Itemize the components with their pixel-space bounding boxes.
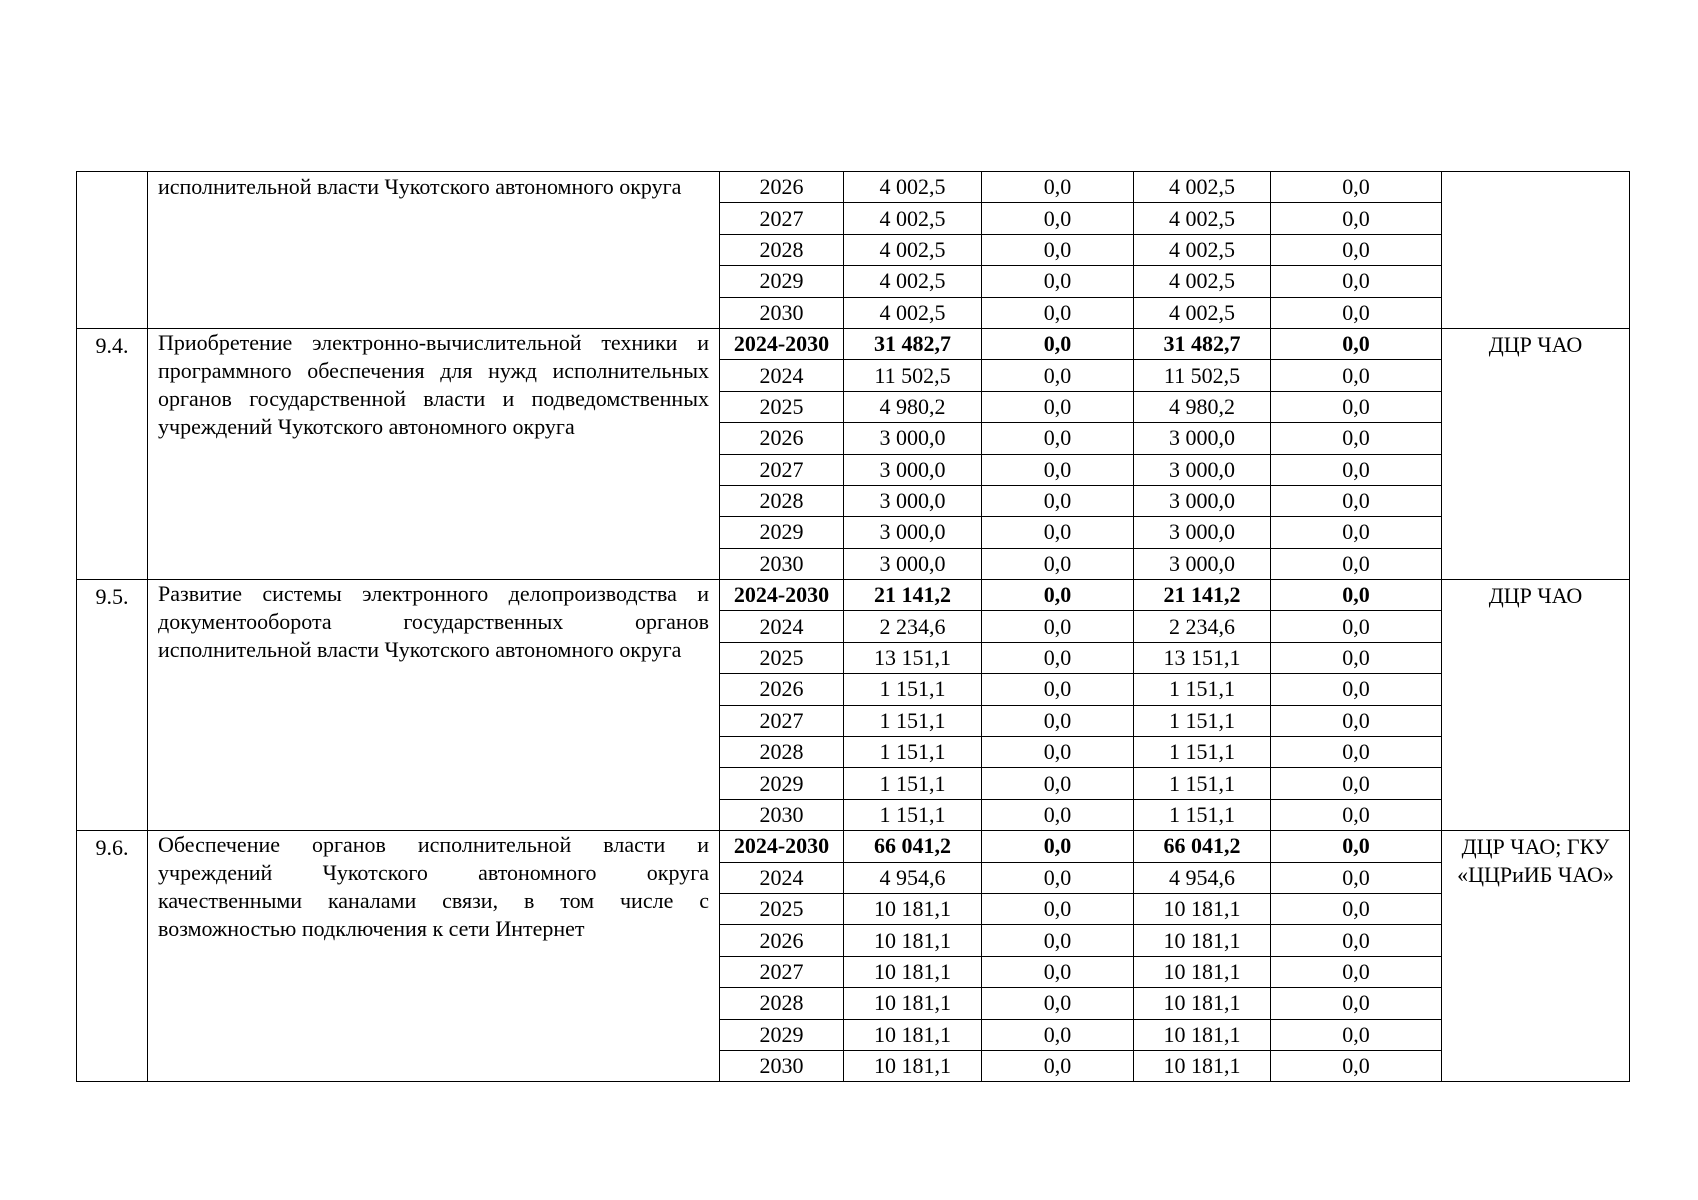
period-year-cell: 2024-2030 [720,831,844,862]
period-year-cell: 2030 [720,799,844,830]
other-sources-cell: 0,0 [1271,360,1442,391]
federal-budget-cell: 0,0 [982,611,1134,642]
total-amount-cell: 10 181,1 [844,988,982,1019]
total-amount-cell: 4 002,5 [844,234,982,265]
period-year-cell: 2030 [720,1050,844,1081]
other-sources-cell: 0,0 [1271,956,1442,987]
total-amount-cell: 3 000,0 [844,485,982,516]
total-amount-cell: 10 181,1 [844,1050,982,1081]
period-year-cell: 2026 [720,674,844,705]
federal-budget-cell: 0,0 [982,862,1134,893]
total-amount-cell: 10 181,1 [844,1019,982,1050]
period-year-cell: 2027 [720,203,844,234]
period-year-cell: 2025 [720,893,844,924]
regional-budget-cell: 4 002,5 [1134,234,1271,265]
period-year-cell: 2026 [720,172,844,203]
regional-budget-cell: 1 151,1 [1134,674,1271,705]
federal-budget-cell: 0,0 [982,234,1134,265]
other-sources-cell: 0,0 [1271,172,1442,203]
other-sources-cell: 0,0 [1271,266,1442,297]
period-year-cell: 2027 [720,705,844,736]
federal-budget-cell: 0,0 [982,705,1134,736]
total-amount-cell: 10 181,1 [844,956,982,987]
total-amount-cell: 3 000,0 [844,423,982,454]
activity-name-cell: Развитие системы электронного делопроизводства и документооборота государственных органов исполнительной власти Чукотского автономного округа [148,580,720,831]
regional-budget-cell: 3 000,0 [1134,454,1271,485]
row-number-cell [77,172,148,329]
program-funding-table [76,171,1630,1082]
total-amount-cell: 1 151,1 [844,674,982,705]
executor-cell [1442,172,1630,329]
period-year-cell: 2024 [720,360,844,391]
other-sources-cell: 0,0 [1271,297,1442,328]
period-year-cell: 2027 [720,956,844,987]
regional-budget-cell: 4 002,5 [1134,266,1271,297]
other-sources-cell: 0,0 [1271,234,1442,265]
total-amount-cell: 1 151,1 [844,768,982,799]
federal-budget-cell: 0,0 [982,517,1134,548]
regional-budget-cell: 10 181,1 [1134,1019,1271,1050]
federal-budget-cell: 0,0 [982,360,1134,391]
period-year-cell: 2028 [720,737,844,768]
federal-budget-cell: 0,0 [982,925,1134,956]
period-year-cell: 2026 [720,925,844,956]
row-number-cell: 9.6. [77,831,148,1082]
federal-budget-cell: 0,0 [982,391,1134,422]
federal-budget-cell: 0,0 [982,548,1134,579]
total-amount-cell: 4 954,6 [844,862,982,893]
total-amount-cell: 31 482,7 [844,328,982,359]
other-sources-cell: 0,0 [1271,454,1442,485]
regional-budget-cell: 1 151,1 [1134,705,1271,736]
total-amount-cell: 1 151,1 [844,737,982,768]
regional-budget-cell: 2 234,6 [1134,611,1271,642]
regional-budget-cell: 21 141,2 [1134,580,1271,611]
regional-budget-cell: 11 502,5 [1134,360,1271,391]
total-amount-cell: 11 502,5 [844,360,982,391]
period-year-cell: 2029 [720,1019,844,1050]
total-amount-cell: 21 141,2 [844,580,982,611]
federal-budget-cell: 0,0 [982,485,1134,516]
period-year-cell: 2025 [720,391,844,422]
regional-budget-cell: 1 151,1 [1134,737,1271,768]
total-amount-cell: 4 002,5 [844,297,982,328]
regional-budget-cell: 3 000,0 [1134,485,1271,516]
federal-budget-cell: 0,0 [982,1050,1134,1081]
period-year-cell: 2029 [720,266,844,297]
other-sources-cell: 0,0 [1271,768,1442,799]
period-year-cell: 2029 [720,768,844,799]
activity-name-cell: исполнительной власти Чукотского автономного округа [148,172,720,329]
total-amount-cell: 66 041,2 [844,831,982,862]
other-sources-cell: 0,0 [1271,925,1442,956]
federal-budget-cell: 0,0 [982,1019,1134,1050]
total-amount-cell: 4 002,5 [844,172,982,203]
regional-budget-cell: 3 000,0 [1134,517,1271,548]
other-sources-cell: 0,0 [1271,799,1442,830]
total-amount-cell: 10 181,1 [844,893,982,924]
activity-name-cell: Приобретение электронно-вычислительной техники и программного обеспечения для нужд исполнительных органов государственной власти и подведомственных учреждений Чукотского автономного округа [148,328,720,579]
other-sources-cell: 0,0 [1271,611,1442,642]
regional-budget-cell: 10 181,1 [1134,956,1271,987]
other-sources-cell: 0,0 [1271,485,1442,516]
period-year-cell: 2030 [720,297,844,328]
federal-budget-cell: 0,0 [982,737,1134,768]
period-year-cell: 2027 [720,454,844,485]
other-sources-cell: 0,0 [1271,328,1442,359]
federal-budget-cell: 0,0 [982,454,1134,485]
table-row [77,328,1630,359]
federal-budget-cell: 0,0 [982,580,1134,611]
period-year-cell: 2024-2030 [720,328,844,359]
table-row [77,580,1630,611]
total-amount-cell: 2 234,6 [844,611,982,642]
other-sources-cell: 0,0 [1271,517,1442,548]
federal-budget-cell: 0,0 [982,768,1134,799]
total-amount-cell: 1 151,1 [844,799,982,830]
total-amount-cell: 4 002,5 [844,203,982,234]
other-sources-cell: 0,0 [1271,988,1442,1019]
federal-budget-cell: 0,0 [982,831,1134,862]
total-amount-cell: 1 151,1 [844,705,982,736]
federal-budget-cell: 0,0 [982,893,1134,924]
period-year-cell: 2024 [720,862,844,893]
federal-budget-cell: 0,0 [982,674,1134,705]
other-sources-cell: 0,0 [1271,548,1442,579]
other-sources-cell: 0,0 [1271,1050,1442,1081]
table-row [77,831,1630,862]
other-sources-cell: 0,0 [1271,705,1442,736]
regional-budget-cell: 13 151,1 [1134,642,1271,673]
other-sources-cell: 0,0 [1271,1019,1442,1050]
regional-budget-cell: 4 002,5 [1134,172,1271,203]
regional-budget-cell: 1 151,1 [1134,799,1271,830]
federal-budget-cell: 0,0 [982,799,1134,830]
regional-budget-cell: 1 151,1 [1134,768,1271,799]
other-sources-cell: 0,0 [1271,862,1442,893]
federal-budget-cell: 0,0 [982,328,1134,359]
other-sources-cell: 0,0 [1271,831,1442,862]
executor-cell: ДЦР ЧАО; ГКУ «ЦЦРиИБ ЧАО» [1442,831,1630,1082]
regional-budget-cell: 4 980,2 [1134,391,1271,422]
period-year-cell: 2024 [720,611,844,642]
federal-budget-cell: 0,0 [982,297,1134,328]
period-year-cell: 2024-2030 [720,580,844,611]
period-year-cell: 2028 [720,485,844,516]
other-sources-cell: 0,0 [1271,674,1442,705]
total-amount-cell: 3 000,0 [844,548,982,579]
other-sources-cell: 0,0 [1271,391,1442,422]
regional-budget-cell: 3 000,0 [1134,548,1271,579]
regional-budget-cell: 10 181,1 [1134,893,1271,924]
regional-budget-cell: 3 000,0 [1134,423,1271,454]
federal-budget-cell: 0,0 [982,956,1134,987]
regional-budget-cell: 4 002,5 [1134,297,1271,328]
other-sources-cell: 0,0 [1271,893,1442,924]
regional-budget-cell: 10 181,1 [1134,1050,1271,1081]
period-year-cell: 2028 [720,234,844,265]
federal-budget-cell: 0,0 [982,642,1134,673]
activity-name-cell: Обеспечение органов исполнительной власти и учреждений Чукотского автономного округа качественными каналами связи, в том числе с возможностью подключения к сети Интернет [148,831,720,1082]
row-number-cell: 9.4. [77,328,148,579]
table-row [77,172,1630,203]
federal-budget-cell: 0,0 [982,988,1134,1019]
total-amount-cell: 13 151,1 [844,642,982,673]
regional-budget-cell: 4 954,6 [1134,862,1271,893]
regional-budget-cell: 31 482,7 [1134,328,1271,359]
other-sources-cell: 0,0 [1271,580,1442,611]
other-sources-cell: 0,0 [1271,737,1442,768]
table-body [77,172,1630,1082]
period-year-cell: 2026 [720,423,844,454]
total-amount-cell: 4 980,2 [844,391,982,422]
federal-budget-cell: 0,0 [982,203,1134,234]
other-sources-cell: 0,0 [1271,423,1442,454]
row-number-cell: 9.5. [77,580,148,831]
total-amount-cell: 3 000,0 [844,517,982,548]
other-sources-cell: 0,0 [1271,203,1442,234]
regional-budget-cell: 66 041,2 [1134,831,1271,862]
period-year-cell: 2028 [720,988,844,1019]
federal-budget-cell: 0,0 [982,266,1134,297]
total-amount-cell: 4 002,5 [844,266,982,297]
regional-budget-cell: 10 181,1 [1134,988,1271,1019]
period-year-cell: 2025 [720,642,844,673]
period-year-cell: 2030 [720,548,844,579]
total-amount-cell: 10 181,1 [844,925,982,956]
executor-cell: ДЦР ЧАО [1442,580,1630,831]
total-amount-cell: 3 000,0 [844,454,982,485]
regional-budget-cell: 10 181,1 [1134,925,1271,956]
federal-budget-cell: 0,0 [982,172,1134,203]
federal-budget-cell: 0,0 [982,423,1134,454]
executor-cell: ДЦР ЧАО [1442,328,1630,579]
regional-budget-cell: 4 002,5 [1134,203,1271,234]
period-year-cell: 2029 [720,517,844,548]
other-sources-cell: 0,0 [1271,642,1442,673]
